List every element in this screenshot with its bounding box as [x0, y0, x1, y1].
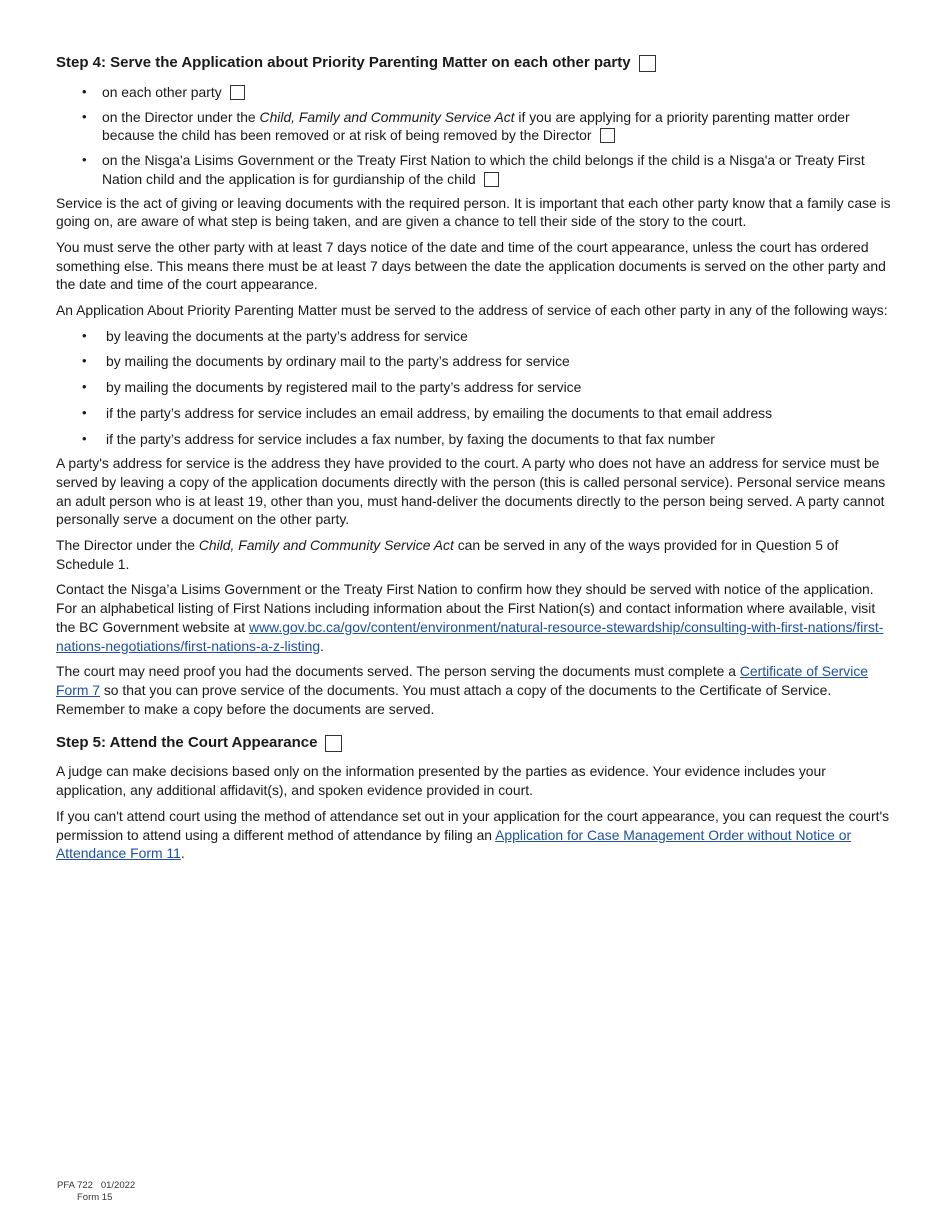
service-ways-list	[56, 327, 898, 449]
party-checkbox[interactable]	[230, 85, 245, 100]
judge-paragraph: A judge can make decisions based only on the information presented by the parties as evidence. Your evidence includes your application, any additional affidavit(s), and spoken evidence provided in court.	[56, 763, 826, 799]
list-item	[56, 151, 898, 188]
form-code: PFA 722 01/2022	[57, 1180, 136, 1191]
bullet-text: if you are applying for a priority parenting matter order because the child has been removed or at risk of being removed by the Director	[102, 108, 850, 144]
list-item: • by mailing the documents by ordinary mail to the party’s address for service	[56, 352, 898, 371]
step4-service-list	[56, 83, 898, 189]
step4-heading	[56, 52, 898, 74]
notice-paragraph: You must serve the other party with at least 7 days notice of the date and time of the court appearance, unless the court has ordered something else. This means there must be at least 7 days between the date the application documents is served on the other party and the date and time of the court appearance.	[56, 238, 886, 293]
step5-checkbox[interactable]	[325, 735, 342, 752]
act-name: Child, Family and Community Service Act	[259, 108, 515, 125]
step5-heading	[56, 732, 898, 754]
first-nations-listing-link[interactable]: www.gov.bc.ca/gov/content/environment/natural-resource-stewardship/consulting-with-first-nations/first-nations-negotiations/first-nations-a-z-listing	[56, 618, 884, 654]
list-item	[56, 108, 898, 145]
director-paragraph: The Director under the Child, Family and Community Service Act can be served in any of the ways provided for in Question 5 of Schedule 1.	[56, 537, 839, 572]
contact-paragraph: Contact the Nisga’a Lisims Government or the Treaty First Nation to confirm how they should be served with notice of the application. For an alphabetical listing of First Nations including information about the First Nation(s) and contact information where available, visit the BC Government website at www.gov.bc.ca/gov/content/environment/natural-resource-stewardship/consulting-with-first-nations/first-nations-negotiations/first-nations-a-z-listing.	[56, 581, 884, 654]
address-paragraph: A party's address for service is the address they have provided to the court. A party who does not have an address for service must be served by leaving a copy of the application documents directly with the person (this is called personal service). Personal service means an adult person who is at least 19, other than you, must hand-deliver the documents directly to the person being served. A party cannot personally serve a document on the other party.	[56, 455, 886, 528]
step4-checkbox[interactable]	[639, 55, 656, 72]
step5-title: Step 5: Attend the Court Appearance	[56, 734, 318, 752]
service-paragraph: Service is the act of giving or leaving documents with the required person. It is important that each other party know that a family case is going on, are aware of what step is being taken, and are given a chance to tell their side of the story to the court.	[56, 194, 891, 230]
form-number: Form 15	[77, 1192, 113, 1203]
attend-paragraph: If you can't attend court using the method of attendance set out in your application for the court appearance, you can request the court's permission to attend using a different method of attendance by filing an Application for Case Management Order without Notice or Attendance Form 11.	[56, 807, 890, 862]
bullet-text: on the Nisga'a Lisims Government or the Treaty First Nation to which the child belongs if the child is a Nisga'a or Treaty First Nation child and the application is for gurdianship of the child	[102, 152, 865, 187]
list-item: • if the party’s address for service includes a fax number, by faxing the documents to that fax number	[56, 430, 898, 449]
step4-title: Step 4: Serve the Application about Priority Parenting Matter on each other party	[56, 54, 631, 71]
list-item: • by mailing the documents by registered mail to the party’s address for service	[56, 378, 898, 397]
page-content	[56, 52, 898, 863]
case-management-order-link[interactable]: Application for Case Management Order without Notice or Attendance Form 11	[56, 826, 852, 862]
ways-intro-paragraph: An Application About Priority Parenting Matter must be served to the address of service of each other party in any of the following ways:	[56, 302, 888, 319]
nisgaa-checkbox[interactable]	[484, 172, 499, 187]
list-item: • if the party’s address for service includes an email address, by emailing the documents to that email address	[56, 404, 898, 423]
list-item: • by leaving the documents at the party’s address for service	[56, 327, 898, 346]
page-footer	[57, 1180, 135, 1204]
bullet-text: on the Director under the	[102, 108, 260, 125]
certificate-of-service-link[interactable]: Certificate of Service Form 7	[56, 663, 869, 698]
bullet-text: on each other party	[102, 84, 222, 100]
proof-paragraph: The court may need proof you had the documents served. The person serving the documents must complete a Certificate of Service Form 7 so that you can prove service of the documents. You must attach a copy of the documents to the Certificate of Service. Remember to make a copy before the documents are served.	[56, 663, 869, 717]
act-name: Child, Family and Community Service Act	[198, 537, 454, 554]
director-checkbox[interactable]	[600, 128, 615, 143]
list-item	[56, 83, 898, 102]
